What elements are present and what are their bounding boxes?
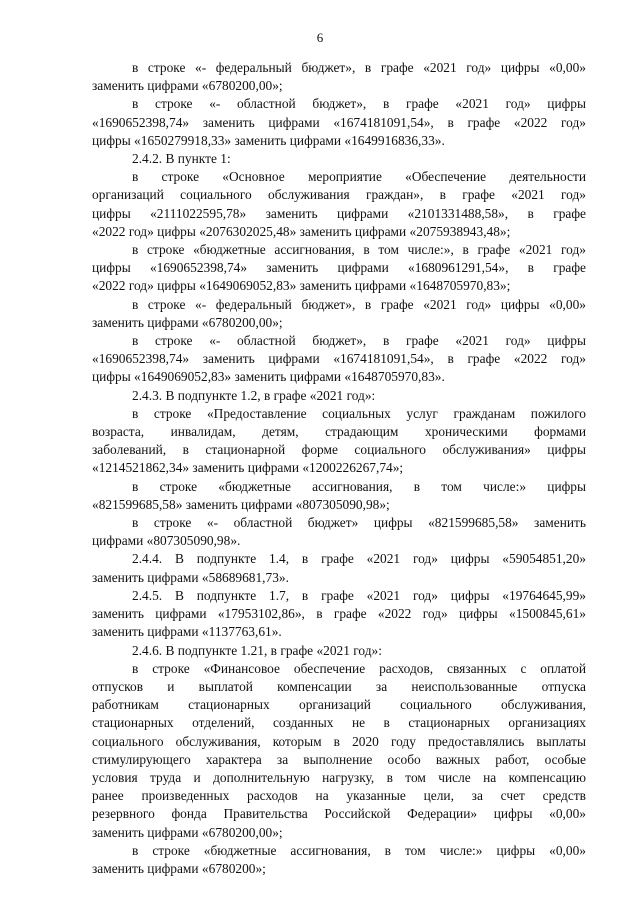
paragraph [92, 478, 586, 514]
paragraph [92, 642, 586, 660]
text-line: ранее произведенных расходов на указанные цели, за счет средств [92, 788, 586, 804]
text-line: цифрами «807305090,98». [92, 533, 241, 549]
text-line: «2022 год» цифры «1649069052,83» заменить цифрами «1648705970,83»; [92, 278, 511, 294]
text-line: резервного фонда Правительства Российской Федерации» цифры «0,00» [92, 806, 586, 822]
text-line: работникам стационарных организаций социального обслуживания, [92, 697, 586, 713]
text-line: цифры «1690652398,74» заменить цифрами «1680961291,54», в графе [92, 260, 586, 276]
paragraph [92, 842, 586, 878]
text-line: отпусков и выплатой компенсации за неиспользованные отпуска [92, 678, 586, 694]
text-line: стационарных отделений, созданных не в стационарных организациях [92, 715, 586, 731]
text-line: «1214521862,34» заменить цифрами «1200226267,74»; [92, 460, 404, 476]
text-line: 2.4.6. В подпункте 1.21, в графе «2021 год»: [132, 642, 382, 658]
text-line: «2022 год» цифры «2076302025,48» заменить цифрами «2075938943,48»; [92, 223, 511, 239]
document-body [92, 59, 586, 878]
text-line: заболеваний, в стационарной форме социального обслуживания» цифры [92, 442, 586, 458]
text-line: условия труда и дополнительную нагрузку, в том числе на компенсацию [92, 769, 586, 785]
paragraph [92, 150, 586, 168]
text-line: заменить цифрами «6780200,00»; [92, 314, 283, 330]
text-line: социального обслуживания, которым в 2020 году предоставлялись выплаты [92, 733, 586, 749]
text-line: заменить цифрами «6780200»; [92, 860, 266, 876]
text-line: возраста, инвалидам, детям, страдающим хроническими формами [92, 424, 586, 440]
text-line: в строке «- областной бюджет», в графе «2021 год» цифры [132, 96, 586, 112]
text-line: заменить цифрами «1137763,61». [92, 624, 282, 640]
paragraph [92, 660, 586, 842]
paragraph [92, 514, 586, 550]
paragraph [92, 550, 586, 586]
paragraph [92, 296, 586, 332]
text-line: заменить цифрами «6780200,00»; [92, 824, 283, 840]
paragraph [92, 587, 586, 642]
text-line: заменить цифрами «17953102,86», в графе «2022 год» цифры «1500845,61» [92, 606, 586, 622]
text-line: в строке «Финансовое обеспечение расходов, связанных с оплатой [132, 660, 586, 676]
text-line: «1690652398,74» заменить цифрами «1674181091,54», в графе «2022 год» [92, 351, 586, 367]
text-line: 2.4.2. В пункте 1: [132, 151, 231, 167]
text-line: в строке «бюджетные ассигнования, в том числе:», в графе «2021 год» [132, 242, 586, 258]
text-line: цифры «1650279918,33» заменить цифрами «1649916836,33». [92, 132, 445, 148]
text-line: 2.4.3. В подпункте 1.2, в графе «2021 год»: [132, 387, 376, 403]
text-line: 2.4.5. В подпункте 1.7, в графе «2021 год» цифры «19764645,99» [132, 587, 586, 603]
text-line: заменить цифрами «6780200,00»; [92, 78, 283, 94]
text-line: в строке «Основное мероприятие «Обеспечение деятельности [132, 169, 586, 185]
text-line: в строке «бюджетные ассигнования, в том числе:» цифры [132, 478, 586, 494]
text-line: организаций социального обслуживания граждан», в графе «2021 год» [92, 187, 586, 203]
text-line: в строке «- областной бюджет» цифры «821599685,58» заменить [132, 515, 586, 531]
text-line: заменить цифрами «58689681,73». [92, 569, 289, 585]
text-line: в строке «Предоставление социальных услуг гражданам пожилого [132, 405, 586, 421]
text-line: в строке «- федеральный бюджет», в графе «2021 год» цифры «0,00» [132, 296, 586, 312]
text-line: цифры «2111022595,78» заменить цифрами «2101331488,58», в графе [92, 205, 586, 221]
paragraph [92, 387, 586, 405]
text-line: в строке «- областной бюджет», в графе «2021 год» цифры [132, 333, 586, 349]
text-line: «821599685,58» заменить цифрами «807305090,98»; [92, 496, 390, 512]
paragraph [92, 59, 586, 95]
paragraph [92, 168, 586, 241]
paragraph [92, 405, 586, 478]
text-line: в строке «бюджетные ассигнования, в том числе:» цифры «0,00» [132, 842, 586, 858]
text-line: «1690652398,74» заменить цифрами «1674181091,54», в графе «2022 год» [92, 114, 586, 130]
paragraph [92, 332, 586, 387]
text-line: стимулирующего характера за выполнение особо важных работ, особые [92, 751, 586, 767]
paragraph [92, 241, 586, 296]
text-line: в строке «- федеральный бюджет», в графе «2021 год» цифры «0,00» [132, 60, 586, 75]
page-number: 6 [316, 30, 324, 45]
paragraph [92, 95, 586, 150]
text-line: 2.4.4. В подпункте 1.4, в графе «2021 год» цифры «59054851,20» [132, 551, 586, 567]
text-line: цифры «1649069052,83» заменить цифрами «1648705970,83». [92, 369, 445, 385]
